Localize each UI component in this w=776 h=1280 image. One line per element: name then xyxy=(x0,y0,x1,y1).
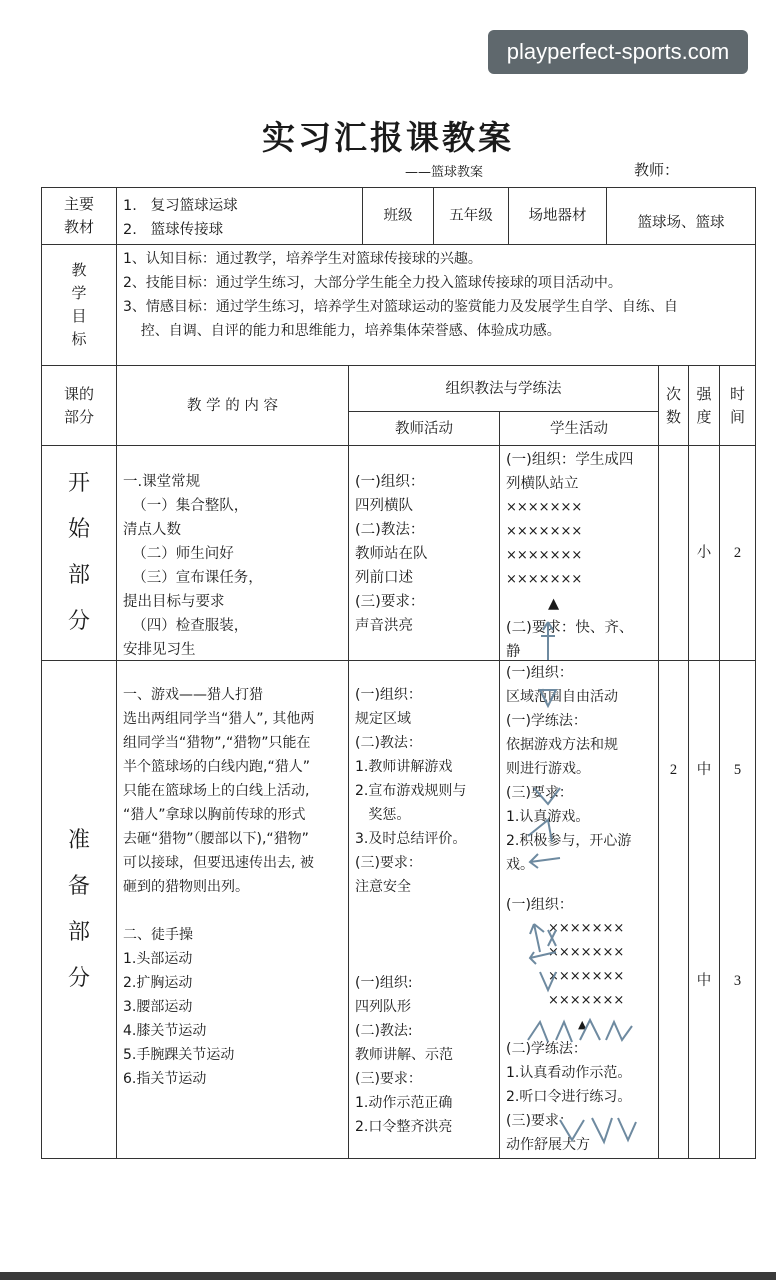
header-line: 教材 xyxy=(63,218,94,236)
class-value: 五年级 xyxy=(433,187,509,245)
arrow-icon xyxy=(618,1118,636,1140)
formation-row: ××××××× xyxy=(548,969,625,984)
content-header: 教 学 的 内 容 xyxy=(116,365,349,446)
arrow-icon xyxy=(528,1022,548,1042)
student-line: 2.听口令进行练习。 xyxy=(506,1089,632,1105)
part-char: 分 xyxy=(67,965,90,991)
teacher-line: 列前口述 xyxy=(355,570,413,586)
class-label: 班级 xyxy=(362,187,434,245)
arrow-icon xyxy=(606,1022,632,1040)
goal-line: 控、自调、自评的能力和思维能力，培养集体荣誉感、体验成功感。 xyxy=(123,323,561,339)
teacher-line: (一)组织： xyxy=(355,687,422,703)
teacher-line: 1.动作示范正确 xyxy=(355,1095,453,1111)
content-line: （一）集合整队， xyxy=(123,498,249,514)
game-time: 5 xyxy=(733,762,742,778)
teacher-line: (三)要求： xyxy=(355,594,425,610)
teacher-line: 规定区域 xyxy=(355,711,411,727)
header-line: 教 xyxy=(71,261,87,279)
student-line: (一)学练法： xyxy=(506,713,587,729)
header-line: 间 xyxy=(729,407,745,426)
header-line: 强 xyxy=(696,384,712,403)
page-title: 实习汇报课教案 xyxy=(262,118,514,157)
arrow-icon xyxy=(560,1120,584,1140)
start-intensity: 小 xyxy=(688,445,720,661)
student-line: 依据游戏方法和规 xyxy=(506,737,618,753)
header-line: 数 xyxy=(665,407,681,426)
student-line: 静 xyxy=(506,644,521,660)
bottom-bar xyxy=(0,1272,776,1280)
formation-row: ××××××× xyxy=(548,993,625,1008)
arrow-icon xyxy=(541,622,555,660)
content-line: 5.手腕踝关节运动 xyxy=(123,1047,235,1063)
student-line: 戏。 xyxy=(506,857,534,873)
arrow-icon xyxy=(528,820,552,842)
header-line: 课的 xyxy=(63,384,94,403)
watermark-badge: playperfect-sports.com xyxy=(488,30,748,74)
student-line: 1.认真游戏。 xyxy=(506,809,590,825)
student-line: 区域范围自由活动 xyxy=(506,689,618,705)
content-line: （四）检查服装， xyxy=(123,618,249,634)
equipment-label: 场地器材 xyxy=(508,187,607,245)
subtitle: ——篮球教案 xyxy=(405,165,484,180)
content-line: 只能在篮球场上的白线上活动, xyxy=(123,783,310,799)
student-line: 2.积极参与，开心游 xyxy=(506,833,632,849)
header-line: 次 xyxy=(665,384,681,403)
teacher-marker-icon: ▲ xyxy=(578,1018,587,1031)
formation-row: ××××××× xyxy=(506,572,583,587)
formation-row: ××××××× xyxy=(506,500,583,515)
student-line: (一)组织：学生成四 xyxy=(506,452,634,468)
part-char: 备 xyxy=(67,873,90,899)
goal-line: 2、技能目标：通过学生练习，大部分学生能全力投入篮球传接球的项目活动中。 xyxy=(123,275,622,291)
teacher-line: 教师讲解、示范 xyxy=(355,1047,453,1063)
teacher-activity-header: 教师活动 xyxy=(348,411,500,446)
teacher-line: (一)组织: xyxy=(355,975,413,991)
student-line: 动作舒展大方 xyxy=(506,1137,590,1153)
arrow-icon xyxy=(556,1022,572,1042)
teacher-line: 四列队形 xyxy=(355,999,411,1015)
arrow-icon xyxy=(530,854,560,868)
content-line: （二）师生问好 xyxy=(123,546,234,562)
content-line: 1.头部运动 xyxy=(123,951,193,967)
header-line: 学 xyxy=(71,284,87,302)
arrow-icon xyxy=(580,1020,600,1040)
teacher-line: 四列横队 xyxy=(355,498,413,514)
org-header: 组织教法与学练法 xyxy=(348,365,659,412)
content-line: 可以接球，但要迅速传出去, 被 xyxy=(123,855,314,871)
content-line: 4.膝关节运动 xyxy=(123,1023,207,1039)
teacher-line: (三)要求： xyxy=(355,1071,422,1087)
content-line: 砸到的猎物则出列。 xyxy=(123,879,249,895)
teacher-line: (二)教法： xyxy=(355,735,422,751)
arrow-icon xyxy=(548,930,556,946)
game-count: 2 xyxy=(669,762,678,778)
part-char: 开 xyxy=(67,471,90,496)
student-line: 列横队站立 xyxy=(506,476,579,492)
part-char: 部 xyxy=(67,919,90,945)
content-line: 半个篮球场的白线内跑,“猎人” xyxy=(123,759,310,775)
content-line: “猎人”拿球以胸前传球的形式 xyxy=(123,807,306,823)
content-line: 3.腰部运动 xyxy=(123,999,193,1015)
teacher-line: (二)教法： xyxy=(355,522,425,538)
student-line: (三)要求： xyxy=(506,1113,573,1129)
arrow-icon xyxy=(530,924,544,952)
content-line: 提出目标与要求 xyxy=(123,594,225,610)
header-line: 度 xyxy=(696,407,712,426)
content-line: 一、游戏——猎人打猎 xyxy=(123,687,263,703)
exercise-intensity: 中 xyxy=(696,973,712,989)
goal-line: 1、认知目标：通过教学，培养学生对篮球传接球的兴趣。 xyxy=(123,251,482,267)
arrow-icon xyxy=(592,1118,612,1142)
material-item: 1. 复习篮球运球 xyxy=(123,198,238,214)
content-line: 选出两组同学当“猎人”, 其他两 xyxy=(123,711,315,727)
formation-row: ××××××× xyxy=(548,945,625,960)
material-item: 2. 篮球传接球 xyxy=(123,222,224,238)
formation-row: ××××××× xyxy=(506,524,583,539)
student-line: (三)要求： xyxy=(506,785,573,801)
formation-row: ××××××× xyxy=(548,921,625,936)
content-line: 二、徒手操 xyxy=(123,927,193,943)
teacher-line: 1.教师讲解游戏 xyxy=(355,759,453,775)
exercise-time: 3 xyxy=(733,973,742,989)
student-activity-header: 学生活动 xyxy=(499,411,659,446)
teacher-line: 2.宣布游戏规则与 xyxy=(355,783,467,799)
student-line: (一)组织： xyxy=(506,665,573,681)
content-line: 一.课堂常规 xyxy=(123,474,201,490)
content-line: 安排见习生 xyxy=(123,642,196,658)
student-line: (二)要求：快、齐、 xyxy=(506,620,634,636)
part-char: 部 xyxy=(67,563,90,588)
teacher-marker-icon: ▲ xyxy=(548,596,560,612)
teacher-line: 3.及时总结评价。 xyxy=(355,831,467,847)
teacher-line: (一)组织： xyxy=(355,474,425,490)
teacher-line: 教师站在队 xyxy=(355,546,428,562)
student-line: (一)组织： xyxy=(506,897,573,913)
arrow-icon xyxy=(530,952,556,964)
part-char: 始 xyxy=(67,517,90,542)
header-line: 时 xyxy=(729,384,745,403)
teacher-line: (二)教法: xyxy=(355,1023,413,1039)
teacher-label: 教师： xyxy=(634,161,680,179)
student-line: 1.认真看动作示范。 xyxy=(506,1065,632,1081)
arrow-icon xyxy=(540,972,556,990)
start-time: 2 xyxy=(719,445,756,661)
equipment-value: 篮球场、篮球 xyxy=(606,187,756,245)
arrow-icon xyxy=(540,690,556,706)
goal-line: 3、情感目标：通过学生练习，培养学生对篮球运动的鉴赏能力及发展学生自学、自练、自 xyxy=(123,299,678,315)
content-line: 6.指关节运动 xyxy=(123,1071,207,1087)
game-intensity: 中 xyxy=(696,762,712,778)
arrow-icon xyxy=(534,788,560,804)
part-char: 分 xyxy=(67,609,90,634)
teacher-line: 注意安全 xyxy=(355,879,411,895)
content-line: 清点人数 xyxy=(123,522,181,538)
teacher-line: 声音洪亮 xyxy=(355,618,413,634)
teacher-line: (三)要求： xyxy=(355,855,422,871)
header-line: 部分 xyxy=(63,407,94,426)
header-line: 目 xyxy=(71,307,87,325)
header-line: 标 xyxy=(71,330,87,348)
teacher-line: 奖惩。 xyxy=(355,807,411,823)
content-line: 2.扩胸运动 xyxy=(123,975,193,991)
formation-row: ××××××× xyxy=(506,548,583,563)
student-line: (二)学练法： xyxy=(506,1041,587,1057)
content-line: 组同学当“猎物”,“猎物”只能在 xyxy=(123,735,311,751)
teacher-line: 2.口令整齐洪亮 xyxy=(355,1119,453,1135)
content-line: 去砸“猎物”（腰部以下),“猎物” xyxy=(123,831,309,847)
part-char: 准 xyxy=(67,827,90,853)
header-line: 主要 xyxy=(63,195,94,213)
student-line: 则进行游戏。 xyxy=(506,761,590,777)
content-line: （三）宣布课任务， xyxy=(123,570,263,586)
